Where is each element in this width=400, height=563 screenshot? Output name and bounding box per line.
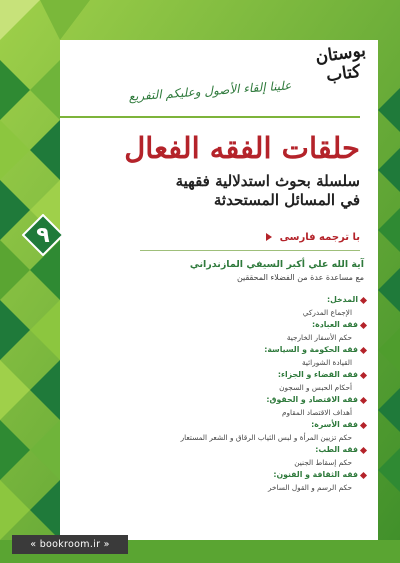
- subtitle-line-1: سلسلة بحوث استدلالية فقهية: [175, 172, 360, 190]
- volume-number: ٩: [36, 222, 50, 248]
- toc-topic: أهداف الاقتصاد المقاوم: [281, 408, 352, 417]
- author-name: آية الله علي أكبر السيفي المازندراني: [189, 259, 364, 270]
- toc-section: فقه الحكومة و السياسة:: [200, 344, 366, 356]
- motto-calligraphy: علينا إلقاء الأصول وعليكم التفريع: [128, 78, 292, 104]
- toc-topic: حكم تزيين المرأة و لبس الثياب الرقاق و الشعر المستعار: [180, 433, 352, 442]
- toc-section: فقه العبادة:: [200, 319, 366, 331]
- toc-section: فقه الطب:: [200, 444, 366, 456]
- toc-topic: حكم إسقاط الجنين: [294, 458, 352, 467]
- translation-note: [96, 232, 360, 243]
- toc-topic: الإجماع المدركي: [302, 308, 352, 317]
- diamond-bullet-icon: [360, 346, 367, 353]
- toc-section: فقه القضاء و الجزاء:: [200, 369, 366, 381]
- toc-topic: حكم الرسم و القول الساخر: [268, 483, 352, 492]
- toc-topic: القيادة الشورائية: [302, 358, 352, 367]
- publisher-logo: بوستان کتاب: [314, 40, 368, 87]
- diamond-bullet-icon: [360, 471, 367, 478]
- diamond-bullet-icon: [360, 446, 367, 453]
- toc-section: فقه الأسرة:: [200, 419, 366, 431]
- diamond-bullet-icon: [360, 371, 367, 378]
- title-top-rule: [60, 116, 360, 118]
- diamond-bullet-icon: [360, 396, 367, 403]
- source-watermark[interactable]: « bookroom.ir »: [12, 535, 128, 554]
- table-of-contents: [180, 294, 366, 494]
- author-rule: [140, 250, 360, 251]
- toc-section: فقه الثقافة و الفنون:: [200, 469, 366, 481]
- volume-badge: [22, 214, 64, 256]
- book-title: حلقات الفقه الفعال: [124, 131, 360, 165]
- author-assist: مع مساعدة عدة من الفضلاء المحققين: [236, 273, 364, 282]
- triangle-marker-icon: [266, 233, 272, 241]
- translation-note-text: با ترجمه فارسی: [279, 232, 360, 243]
- toc-section: فقه الاقتصاد و الحقوق:: [200, 394, 366, 406]
- subtitle-line-2: في المسائل المستحدثة: [213, 191, 360, 209]
- toc-topic: حكم الأسفار الخارجية: [286, 333, 352, 342]
- toc-topic: أحكام الحبس و السجون: [279, 383, 352, 392]
- book-subtitle: [80, 172, 360, 210]
- diamond-bullet-icon: [360, 296, 367, 303]
- diamond-bullet-icon: [360, 421, 367, 428]
- toc-section: المدخل:: [200, 294, 366, 306]
- diamond-bullet-icon: [360, 321, 367, 328]
